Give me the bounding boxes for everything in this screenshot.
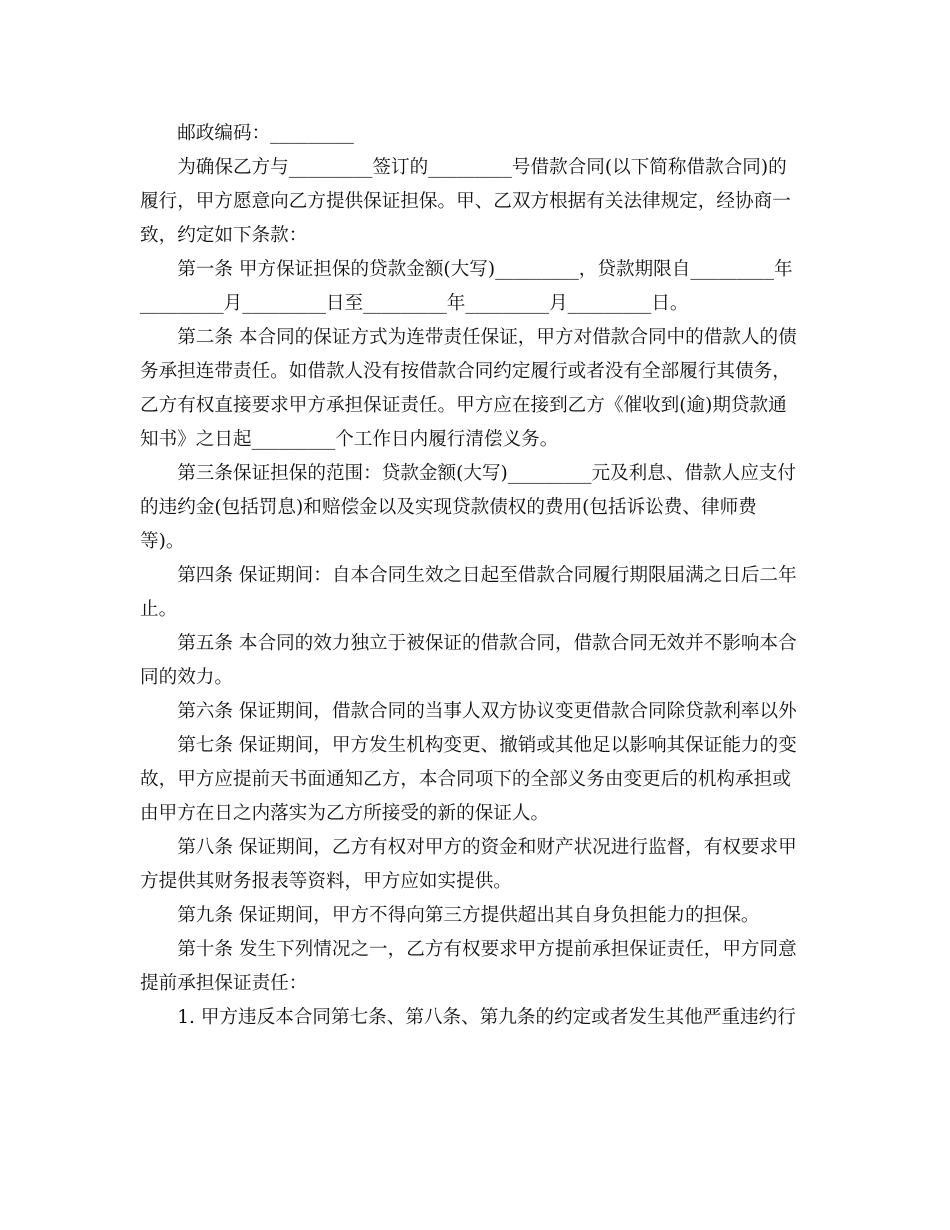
preamble-line: 致，约定如下条款： xyxy=(140,225,308,246)
article-8-line: 第八条 保证期间，乙方有权对甲方的资金和财产状况进行监督，有权要求甲 xyxy=(140,837,797,858)
article-7-line: 第七条 保证期间，甲方发生机构变更、撤销或其他足以影响其保证能力的变 xyxy=(140,735,797,756)
document-body xyxy=(140,117,805,1035)
article-7-line: 由甲方在日之内落实为乙方所接受的新的保证人。 xyxy=(140,803,550,824)
article-9-line: 第九条 保证期间，甲方不得向第三方提供超出其自身负担能力的担保。 xyxy=(140,905,760,926)
postal-code-line: 邮政编码：_________ xyxy=(140,123,354,144)
article-2-line: 知书》之日起_________个工作日内履行清偿义务。 xyxy=(140,429,559,450)
article-3-line: 第三条保证担保的范围：贷款金额(大写)_________元及利息、借款人应支付 xyxy=(140,463,796,484)
article-2-line: 第二条 本合同的保证方式为连带责任保证，甲方对借款合同中的借款人的债 xyxy=(140,327,797,348)
article-10-line: 第十条 发生下列情况之一，乙方有权要求甲方提前承担保证责任，甲方同意 xyxy=(140,939,797,960)
article-5-line: 第五条 本合同的效力独立于被保证的借款合同，借款合同无效并不影响本合 xyxy=(140,633,797,654)
article-10-item-1-line: 1. 甲方违反本合同第七条、第八条、第九条的约定或者发生其他严重违约行 xyxy=(140,1007,796,1028)
article-3-line: 等)。 xyxy=(140,531,185,552)
article-6-line: 第六条 保证期间，借款合同的当事人双方协议变更借款合同除贷款利率以外 xyxy=(140,701,797,722)
article-7-line: 故，甲方应提前天书面通知乙方，本合同项下的全部义务由变更后的机构承担或 xyxy=(140,769,791,790)
article-4-line: 止。 xyxy=(140,599,178,620)
article-3-line: 的违约金(包括罚息)和赔偿金以及实现贷款债权的费用(包括诉讼费、律师费 xyxy=(140,497,757,518)
article-1-line: 第一条 甲方保证担保的贷款金额(大写)_________，贷款期限自_________年 xyxy=(140,259,793,280)
article-1-line: _________月_________日至_________年_________月_________日。 xyxy=(140,293,689,314)
preamble-line: 履行，甲方愿意向乙方提供保证担保。甲、乙双方根据有关法律规定，经协商一 xyxy=(140,191,791,212)
article-2-line: 务承担连带责任。如借款人没有按借款合同约定履行或者没有全部履行其债务， xyxy=(140,361,791,382)
article-10-line: 提前承担保证责任： xyxy=(140,973,308,994)
article-2-line: 乙方有权直接要求甲方承担保证责任。甲方应在接到乙方《催收到(逾)期贷款通 xyxy=(140,395,787,416)
preamble-line: 为确保乙方与_________签订的_________号借款合同(以下简称借款合同)的 xyxy=(140,157,787,178)
article-8-line: 方提供其财务报表等资料，甲方应如实提供。 xyxy=(140,871,512,892)
article-4-line: 第四条 保证期间：自本合同生效之日起至借款合同履行期限届满之日后二年 xyxy=(140,565,797,586)
article-5-line: 同的效力。 xyxy=(140,667,233,688)
